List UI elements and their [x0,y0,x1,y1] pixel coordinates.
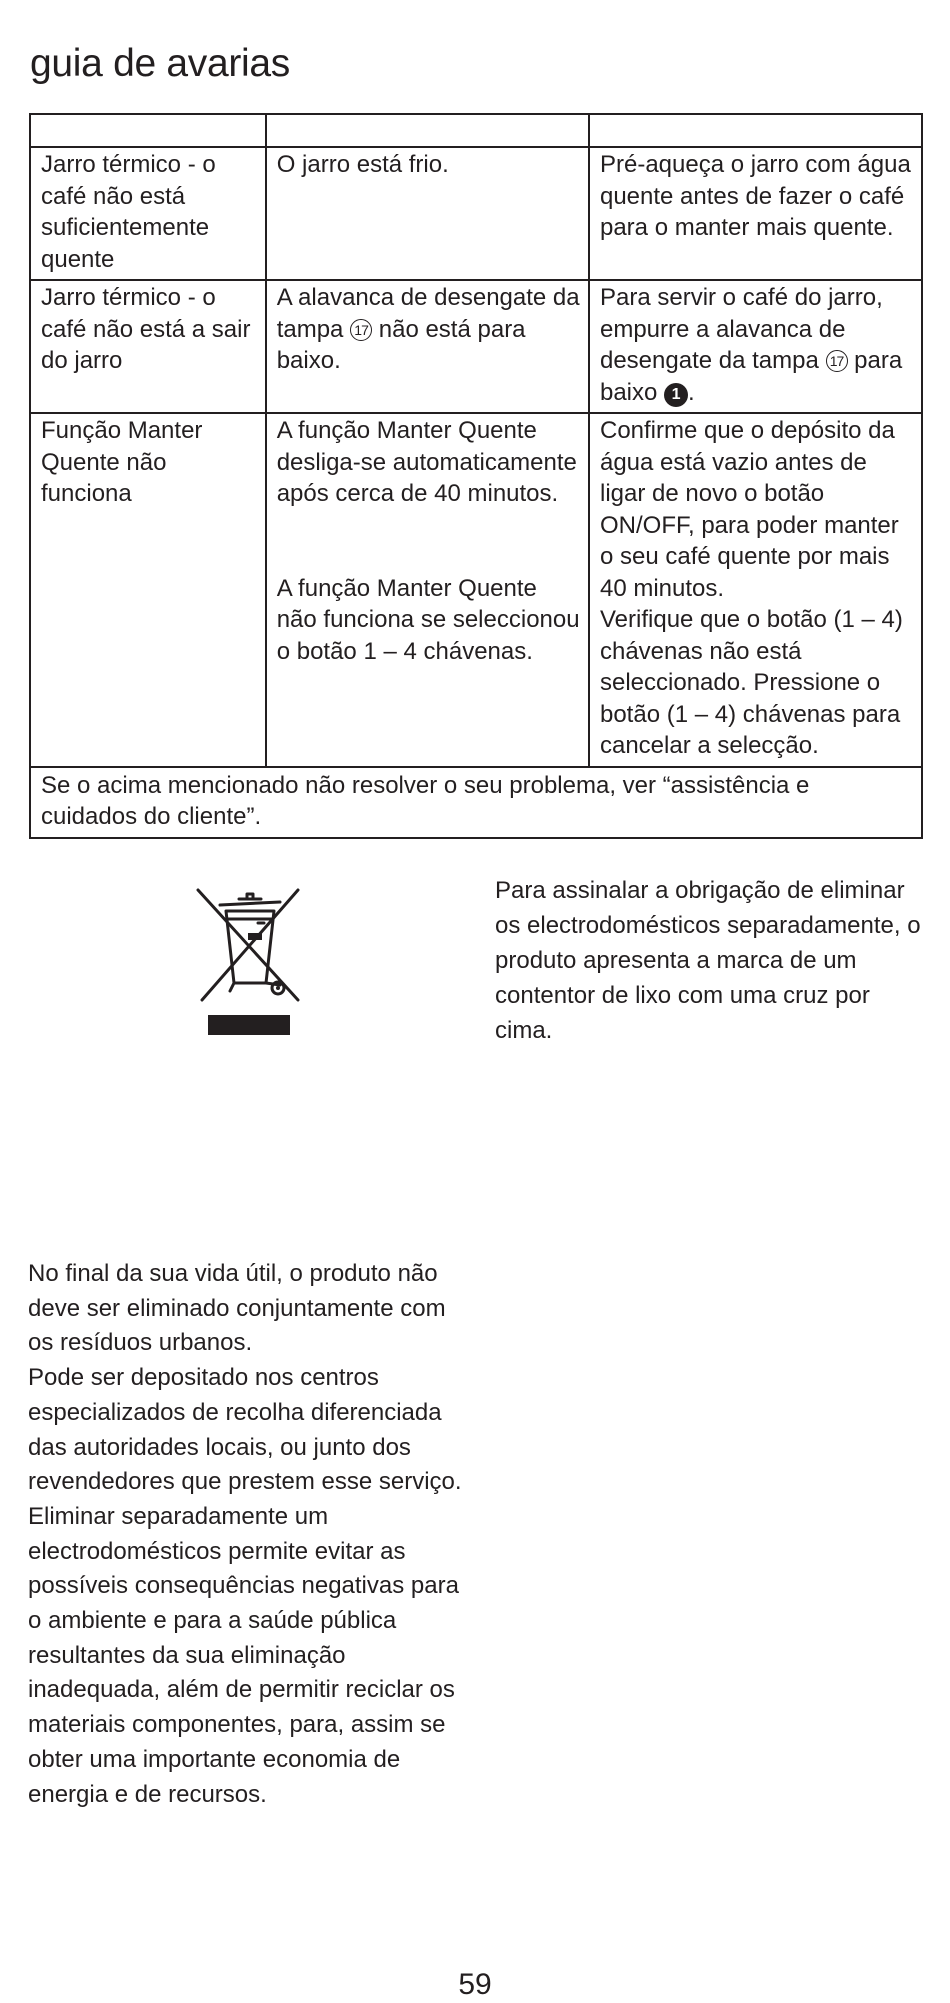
header-cell-cause [266,114,589,147]
cause-cell [266,413,589,767]
disposal-instructions [28,1257,468,1812]
cause-cell [266,280,589,413]
footer-note: Se o acima mencionado não resolver o seu problema, ver “assistência e cuidados do cliente”. [30,767,922,838]
problem-cell: Jarro térmico - o café não está suficientemente quente [30,147,266,280]
table-row [30,280,922,413]
table-row [30,413,922,767]
solution-text: para baixo [599,347,903,406]
cause-text: A função Manter Quente desliga-se automaticamente após cerca de 40 minutos. [276,417,577,507]
problem-cell: Jarro térmico - o café não está a sair do jarro [30,280,266,413]
cause-text: A função Manter Quente não funciona se seleccionou o botão 1 – 4 chávenas. [276,574,580,665]
part-reference-17-icon: 17 [350,319,372,341]
troubleshooting-table [29,113,923,839]
problem-cell: Função Manter Quente não funciona [30,413,266,767]
table-row [30,147,922,280]
table-header-row [30,114,922,147]
solution-text: . [688,378,695,406]
solution-text: Confirme que o depósito da água está vazio antes de ligar de novo o botão ON/OFF, para poder manter o seu café quente por mais 40 minutos. [599,417,899,602]
solution-text: Para servir o café do jarro, empurre a alavanca de desengate da tampa [599,284,883,374]
header-cell-problem [30,114,266,147]
weee-description: Para assinalar a obrigação de eliminar os electrodomésticos separadamente, o produto apresenta a marca de um contentor de lixo com uma cruz por cima. [495,877,921,1044]
part-reference-17-icon: 17 [826,350,848,372]
cause-spacer [277,510,581,573]
page-number: 59 [458,1968,492,2001]
crossed-out-wheelie-bin-icon [192,887,308,1037]
disposal-paragraph: Pode ser depositado nos centros especializados de recolha diferenciada das autoridades locais, ou junto dos revendedores que prestem esse serviço. Eliminar separadamente um electrodomésticos permite evitar as possíveis consequências negativas para o ambiente e para a saúde pública resultantes da sua eliminação inadequada, além de permitir reciclar os materiais componentes, para, assim se obter uma importante economia de energia e de recursos. [28,1364,462,1808]
table-footer-row [30,767,922,838]
solution-cell: Pré-aqueça o jarro com água quente antes de fazer o café para o manter mais quente. [589,147,922,280]
page-title: guia de avarias [30,42,291,85]
cause-text: A alavanca de desengate da tampa [276,284,580,343]
disposal-paragraph: No final da sua vida útil, o produto não deve ser eliminado conjuntamente com os resíduos urbanos. [28,1260,446,1357]
solution-cell [589,413,922,767]
step-1-icon: 1 [664,383,688,407]
cause-text: não está para baixo. [276,315,526,374]
header-cell-solution [589,114,922,147]
solution-text: Verifique que o botão (1 – 4) chávenas não está seleccionado. Pressione o botão (1 – 4) chávenas para cancelar a selecção. [599,606,903,759]
solution-cell [589,280,922,413]
cause-cell: O jarro está frio. [266,147,589,280]
